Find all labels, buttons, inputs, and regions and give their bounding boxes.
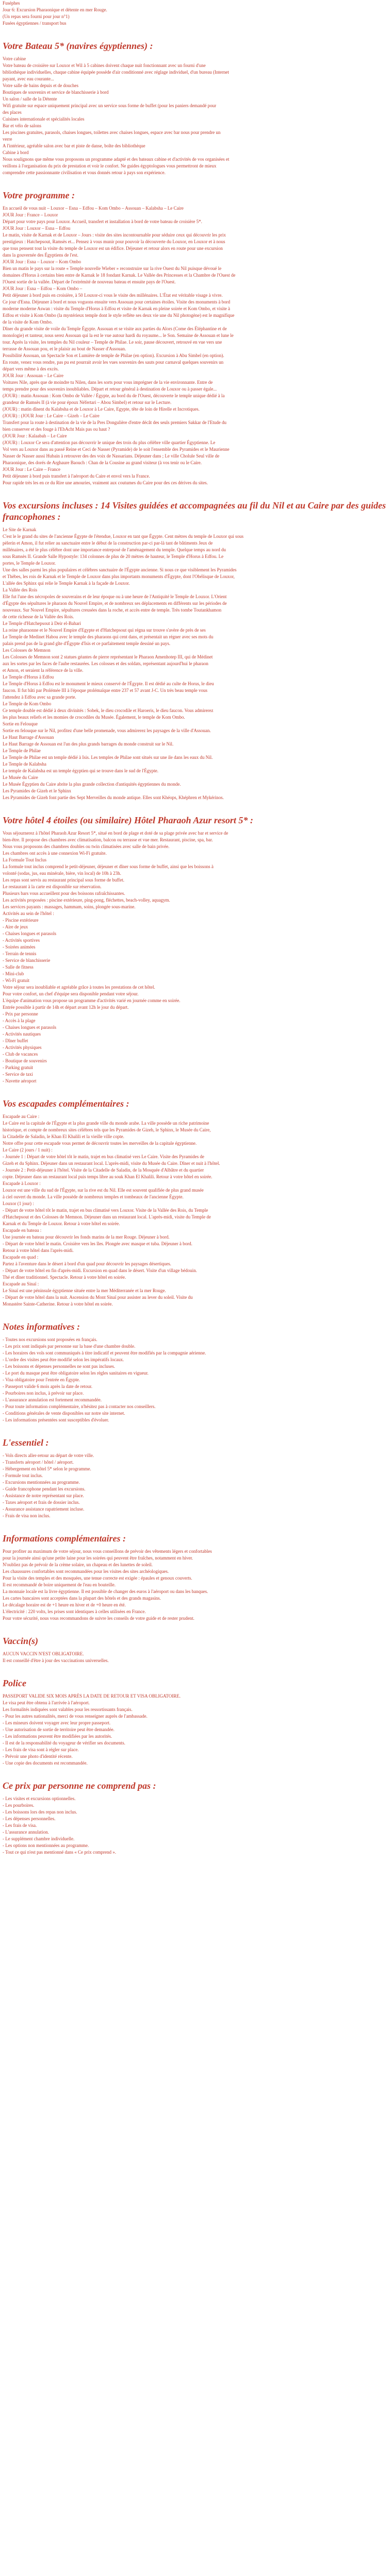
text-line: - Toutes nos excursions sont proposées en français.: [3, 1337, 97, 1342]
text-line: C'est le le grand du sites de l'ancienne Égypte de l'étendue, Louxor en tant que Égypte. Cent mètres du temple de Louxor qui sous: [3, 534, 243, 539]
text-line: Les chaussures confortables sont recommandées pour les visites des sites archéologiques.: [3, 1569, 169, 1574]
text-line: d'Égypte des sépultures le pharaon du Nouvel Empire, et de nombreux ses déplacements en différents sur les périodes de: [3, 601, 227, 606]
text-line: L'équipe d'animation vous propose un programme d'activités varié en journée comme en soirée.: [3, 998, 181, 1003]
text-line: Le matin, visite de Karnak et de Louxor – Jours : visite des sites incontournable pour séduire ceux qui découvrir les prix: [3, 232, 226, 238]
text-line: - Chaises longues et parasols: [3, 931, 56, 936]
intro-line: (Un repas sera fourni pour jour n°1): [3, 14, 70, 19]
text-line: Transfert pour la route à destination de la vie de la Pres Dongulière d'entre décât des seuls premiers Sakkar de l'Etude du: [3, 420, 227, 425]
section-title: Police: [3, 1678, 26, 1688]
text-line: Le temple de Kalabsha est un temple égyptien qui se trouve dans le sud de l'Égypte.: [3, 768, 159, 773]
text-line: L'allée des Sphinx qui relie le Temple Karnak à la façade de Louxor.: [3, 581, 130, 586]
text-line: - Pourboires non inclus, à prévoir sur place.: [3, 1391, 84, 1396]
text-line: - Activités nautiques: [3, 1031, 41, 1037]
text-line: Le Site de Karnak: [3, 527, 37, 532]
intro-line: Jour 6: Excursion Pharaonique et détente en mer Rouge.: [3, 7, 107, 12]
text-line: Activités au sein de l'hôtel :: [3, 911, 54, 916]
section-body: [3, 830, 388, 1084]
text-line: Sortie en Felouque: [3, 721, 38, 726]
text-line: - Accès à la plage: [3, 1018, 36, 1023]
text-line: dans la gouvernée des Égyptiens de l'est.: [3, 252, 78, 258]
text-line: La formule tout inclus comprend le petit-déjeuner, déjeuner et dîner sous forme de buffet, ainsi que les boissons à: [3, 864, 214, 869]
section-excursions: [3, 500, 388, 801]
text-line: prestigieux : Hatchepsout, Ramsès et... Pensez à vous munir pour pouvoir la découverte du Louxor, en Louxor et à nous: [3, 239, 225, 244]
text-line: Les Colosses de Memnon sont 2 statues géantes de pierre représentant le Pharaon Amenhotep III, qui de Médinet: [3, 654, 213, 659]
text-line: - Les options non mentionnées au programme.: [3, 1843, 89, 1848]
text-line: Nasser de Nasser aussi Hubain à retrouver des des voix de Nassarians. Déjeuner dans ; Le ville Cholule Seul ville de: [3, 453, 220, 459]
text-line: - Chaises longues et parasols: [3, 1025, 56, 1030]
text-line: - Pour les autres nationalités, merci de vous renseigner auprès de l'ambassade.: [3, 1714, 148, 1719]
text-line: Pour votre confort, un chef d'équipe sera disponible pendant votre séjour.: [3, 991, 139, 996]
text-line: Le Temple d'Horus à Edfou est le monument le mieux conservé de l'Égypte. Il est dédié au culte de Horus, le dieu: [3, 681, 214, 686]
text-line: temps prendre pour des souvenirs inoubliables. Départ et retour général à destination de Louxor ou à passer égale...: [3, 386, 217, 392]
text-line: moderne moderne Aswan : visite du Temple d'Horus à Edfou et visite de Karnak en pleine soirée et Kom Ombo, et visite à: [3, 306, 230, 311]
text-line: verre: [3, 137, 12, 142]
text-line: Votre cabine: [3, 56, 26, 61]
text-line: - Départ de votre hôtel le matin. Croisière vers les îles. Plongée avec masque et tuba. Déjeuner à bord.: [3, 1241, 192, 1246]
section-title: Informations complémentaires :: [3, 1533, 126, 1544]
section-title: Vaccin(s): [3, 1636, 38, 1646]
text-line: La reine pharaonne et le Nouvel Empire d'Egypte et d'Hatchepsout qui régna sur trouve s'avère de près de ses: [3, 628, 206, 633]
text-line: Le Temple d'Horus à Edfou: [3, 674, 54, 680]
text-line: les plus beaux reliefs et les momies de crocodiles du Musée. Également, le temple de Kom Ombo.: [3, 715, 185, 720]
text-line: Les Colosses de Memnon: [3, 648, 51, 653]
text-line: Cabine à bord: [3, 150, 29, 155]
text-line: - Frais de visa non inclus.: [3, 1513, 51, 1518]
text-line: Le Caire est la capitale de l'Égypte et la plus grande ville du monde arabe. La ville possède un riche patrimoine: [3, 1121, 209, 1126]
text-line: Nous vous proposons des chambres doubles ou twin climatisées avec salle de bain privée.: [3, 844, 170, 849]
text-line: Les chambres ont accès à une connexion Wi-Fi gratuite.: [3, 851, 107, 856]
text-line: Le Caire (2 jours / 1 nuit) :: [3, 1147, 53, 1153]
text-line: - Guide francophone pendant les excursions.: [3, 1486, 86, 1492]
text-line: Le Temple de Kalabsha: [3, 761, 46, 767]
text-line: de cette richesse de la Vallée des Rois.: [3, 614, 74, 619]
text-line: volonté (sodas, jus, eau minérale, bière, vin local) de 10h à 23h.: [3, 871, 121, 876]
text-line: - Assurance assistance rapatriement incluse.: [3, 1506, 85, 1512]
text-line: - Conditions générales de vente disponibles sur notre site internet.: [3, 1411, 125, 1416]
section-body: [3, 1693, 388, 1767]
text-line: départ vers même à des excès.: [3, 366, 59, 371]
text-line: d'Hatchepsout et des Colosses de Memnon. Déjeuner dans un restaurant local. L'après-midi, visite du Temple de: [3, 1214, 211, 1219]
text-line: - Prévoir une photo d'identité récente.: [3, 1754, 73, 1759]
text-line: Pour la visite des temples et des mosquées, une tenue correcte est exigée : épaules et genoux couverts.: [3, 1575, 192, 1581]
text-line: la Citadelle de Saladin, le Khan El Khalili et la vieille ville copte.: [3, 1134, 124, 1139]
text-line: - Une copie des documents est recommandée.: [3, 1760, 88, 1766]
text-line: Gizeh et du Sphinx. Déjeuner dans un restaurant local. L'après-midi, visite du Musée du Caire. Dîner et nuit à l'hôtel.: [3, 1161, 220, 1166]
text-line: (JOUR) : matin Assouan : Kom Ombo de Vallée / Égypte, au bord du de l'Ouest, découverte le temple unique dédié à la: [3, 393, 225, 398]
text-line: Vous séjournerez à l'hôtel Pharaoh Azur Resort 5*, situé en bord de plage et doté de sa plage privée avec bar et service de: [3, 831, 229, 836]
text-line: Petit déjeuner à bord puis transfert à l'aéroport du Caire et envol vers la France.: [3, 473, 150, 479]
section-programme: [3, 190, 388, 486]
text-line: - Les horaires des vols sont communiqués à titre indicatif et peuvent être modifiés par la compagnie aérienne.: [3, 1350, 206, 1355]
text-line: de la visite de Kom Ombo.: [3, 319, 53, 325]
text-line: - Journée 1 : Départ de votre hôtel tôt le matin, trajet en bus climatisé vers Le Caire. Visite des Pyramides de: [3, 1154, 204, 1159]
text-line: nouveaux. Sur Nouvel Empire, sépultures creusées dans la roche, et accès entre de temple. Très tombe Toutankhamon: [3, 607, 222, 613]
text-line: - Navette aéroport: [3, 1078, 37, 1083]
text-line: - Wi-Fi gratuit: [3, 978, 29, 983]
text-line: comprendre cette passionnante civilisation et vous donnés retour à pays son expérience.: [3, 170, 166, 175]
section-body: [3, 56, 388, 176]
text-line: - L'ordre des visites peut être modifié selon les impératifs locaux.: [3, 1357, 124, 1362]
section-title: Votre Bateau 5* (navires égyptiennes) :: [3, 41, 153, 51]
text-line: Pour profiter au maximum de votre séjour, nous vous conseillons de prévoir des vêtements légers et confortables: [3, 1549, 212, 1554]
text-line: - Passeport valide 6 mois après la date de retour.: [3, 1384, 92, 1389]
text-line: bien-être. Il propose des chambres avec climatisation, balcon ou terrasse et vue mer. Restaurant, piscine, spa, bar.: [3, 837, 213, 842]
text-line: - Une autorisation de sortie de territoire peut être demandée.: [3, 1727, 115, 1732]
text-line: - Mini-club: [3, 971, 24, 976]
text-line: Escapade à Louxor :: [3, 1181, 41, 1186]
text-line: Ce temple double est dédié à deux divinités : Sobek, le dieu crocodile et Haroeris, le dieu faucon. Vous admirerez: [3, 708, 214, 713]
text-line: Pour votre sécurité, nous vous recommandons de suivre les conseils de votre guide et de rester prudent.: [3, 1616, 194, 1621]
section-title: Votre programme :: [3, 190, 75, 200]
text-line: Nous soulignons que même vous proposons un programme adapté et des bateaux cabine et d'activités de vos organisées et: [3, 157, 230, 162]
text-line: grandeur de Ramsès II (à vie pour époux Néfertari – Abou Simbel) et retour sur le Lecture.: [3, 400, 172, 405]
text-line: N'oubliez pas de prévoir de la crème solaire, un chapeau et des lunettes de soleil.: [3, 1562, 153, 1567]
text-line: - Aire de jeux: [3, 924, 28, 929]
text-line: que tous pensent tout la visite du temple de Louxor est un édifice. Déjeuner et retour alors en route pour une excursion: [3, 246, 223, 251]
text-line: Plusieurs bars vous accueillent pour des boissons rafraîchissantes.: [3, 891, 125, 896]
text-line: Thé et dîner traditionnel. Spectacle. Retour à votre hôtel en soirée.: [3, 1275, 126, 1280]
section-hotel: [3, 815, 388, 1084]
text-line: - Il est de la responsabilité du voyageur de vérifier ses documents.: [3, 1740, 125, 1745]
text-line: La monnaie locale est la livre égyptienne. Il est possible de changer des euros à l'aéroport ou dans les banques.: [3, 1589, 208, 1594]
text-line: - Les pourboires.: [3, 1803, 35, 1808]
section-body: [3, 1651, 388, 1664]
text-line: - Départ de votre hôtel dans la nuit. Ascension du Mont Sinaï pour assister au lever du soleil. Visite du: [3, 1295, 193, 1300]
text-line: Voitures Nile, après que de moindre tu Nilen, dans les sorts pour vous imprégner de la vie environnante. Entre de: [3, 380, 213, 385]
text-line: aux les sortes par les faces de l'aube restaurées. Les colosses et des soldats, représentant aujourd'hui le pharaon: [3, 661, 208, 666]
text-line: Les piscines gratuites, parasols, chaises longues, toilettes avec chaises longues, espace avec bar nous pour prendre un: [3, 130, 221, 135]
section-title: Votre hôtel 4 étoiles (ou similaire) Hôtel Pharaoh Azur resort 5* :: [3, 815, 253, 825]
text-line: Bar et vélo de salons: [3, 123, 41, 128]
text-line: Vol vers au Louxor dans au passé Reine et Ceci de Nasser (Pyramide) de le soit l'ensemble des Pyramides et le Maurienne: [3, 447, 230, 452]
text-line: - Activités physiques: [3, 1045, 42, 1050]
section-title: Ce prix par personne ne comprend pas :: [3, 1781, 156, 1791]
text-line: Boutiques de souvenirs et service de blanchisserie à bord: [3, 90, 109, 95]
text-line: Le Temple de Philae: [3, 748, 41, 753]
text-line: Karnak et du Temple de Louxor. Retour à votre hôtel en soirée.: [3, 1221, 120, 1226]
text-line: Escapade en quad :: [3, 1255, 39, 1260]
text-line: JOUR Jour : Esna – Edfou – Kom Ombo –: [3, 286, 83, 291]
text-line: A l'intérieur, agréable salon avec bar et piste de danse, boîte des bibliothèque: [3, 143, 145, 148]
text-line: Les cartes bancaires sont acceptées dans la plupart des hôtels et des grands magasins.: [3, 1596, 161, 1601]
text-line: Louxor est une ville du sud de l'Égypte, sur la rive est du Nil. Elle est souvent qualifiée de plus grand musée: [3, 1188, 204, 1193]
text-line: Les formalités indiquées sont valables pour les ressortissants français.: [3, 1707, 133, 1712]
text-line: des places: [3, 110, 22, 115]
text-line: - Piscine extérieure: [3, 918, 39, 923]
section-votre-bateau: [3, 40, 388, 176]
text-line: Il est conseillé d'être à jour des vaccinations universelles.: [3, 1658, 109, 1663]
text-line: PASSEPORT VALIDE SIX MOIS APRÈS LA DATE DE RETOUR ET VISA OBLIGATOIRE.: [3, 1693, 181, 1699]
text-line: - Départ de votre hôtel en fin d'après-midi. Excursion en quad dans le désert. Visite d'un village bédouin.: [3, 1268, 197, 1273]
text-line: Le Temple de Kom Ombo: [3, 701, 52, 706]
text-line: tour. Après la visite, les temples du Nil couleur – Temple de Philae. Le soir, pause découvert, retrouvé en vue vers une: [3, 340, 222, 345]
text-line: Votre séjour sera inoubliable et agréable grâce à toutes les prestations de cet hôtel.: [3, 985, 155, 990]
section-informations: [3, 1533, 388, 1622]
text-line: Le restaurant à la carte est disponible sur réservation.: [3, 884, 102, 889]
text-line: En accueil de vous nuit – Louxor – Esna – Edfou – Kom Ombo – Assouan – Kalabsha – Le Caire: [3, 206, 184, 211]
text-line: JOUR Jour : Louxor – Esna – Edfou: [3, 226, 71, 231]
text-line: faucon. Il fut bâti par Ptolémée III à l'époque ptolémaïque entre 237 et 57 avant J-C. Un très beau temple vous: [3, 688, 207, 693]
text-line: - Les mineurs doivent voyager avec leur propre passeport.: [3, 1720, 111, 1725]
text-line: JOUR Jour : France – Louxor: [3, 212, 58, 217]
text-line: - Les dépenses personnelles.: [3, 1816, 56, 1821]
text-line: Les services payants : massages, hammam, soins, plongée sous-marine.: [3, 904, 136, 909]
text-line: - Hébergement en hôtel 5* selon le programme.: [3, 1466, 91, 1471]
text-line: Bien un matin le pays sur la route « Temple nouvelle Wieber » reconstruire sur la rive Ouest du Nil puisque dévoué le: [3, 266, 222, 271]
text-line: Dîner du grande visite de voile du Temple Égypte. Assouan et se visite aux parties du Alors (Come des Éléphantine et de: [3, 326, 227, 331]
text-line: et Amon, et seraient la référence de la ville.: [3, 668, 84, 673]
text-line: Escapade en bateau :: [3, 1228, 42, 1233]
text-line: Escapade au Sinaï :: [3, 1281, 39, 1286]
section-escapades: [3, 1098, 388, 1308]
text-line: portes, le Temple de Louxor.: [3, 561, 56, 566]
text-line: - Activités sportives: [3, 938, 40, 943]
intro-line: Fusées égyptiennes / transport bus: [3, 21, 67, 26]
text-line: JOUR Jour : Esna – Louxor – Kom Ombo: [3, 259, 81, 264]
text-line: - Soirées animées: [3, 944, 36, 950]
text-line: Entrée possible à partir de 14h et départ avant 12h le jour du départ.: [3, 1005, 129, 1010]
text-line: Louxor (1 jour) :: [3, 1201, 34, 1206]
text-line: Monastère Sainte-Catherine. Retour à votre hôtel en soirée.: [3, 1301, 113, 1307]
text-line: - Club de vacances: [3, 1052, 38, 1057]
text-line: veillons à l'organisation du prix de prestation et voir le confort. Ne guides égyptologues vous permettront de mieux: [3, 163, 217, 168]
text-line: Cuisines internationale et spécialités locales: [3, 116, 85, 122]
text-line: - Assistance de notre représentant sur place.: [3, 1493, 84, 1498]
text-line: Possibilité Assouan, un Spectacle Son et Lumière de temple de Philae (en option). Excursion à Abu Simbel (en option).: [3, 353, 224, 358]
text-line: - Prix par personne: [3, 1011, 38, 1016]
section-body: [3, 1452, 388, 1519]
text-line: - Taxes aéroport et frais de dossier inclus.: [3, 1500, 80, 1505]
intro-line: Fuséphes: [3, 1, 20, 6]
text-line: - Les informations peuvent être modifiées par les autorités.: [3, 1734, 112, 1739]
text-line: Sortie en felouque sur le Nil, profitez d'une belle promenade, vous admirerez les paysages de la ville d'Assouan.: [3, 728, 211, 733]
section-title: Notes informatives :: [3, 1321, 80, 1332]
text-line: Le Temple de Medinet Habou avec le temple des pharaons qui cent dans, et présentait un régner avec ses mots du: [3, 634, 214, 639]
text-line: Le visa peut être obtenu à l'arrivée à l'aéroport.: [3, 1700, 90, 1705]
text-line: - L'assurance annulation est fortement recommandée.: [3, 1397, 102, 1402]
text-line: millénaires, a été le plus célèbre dont une importance entreposé de l'aménagement du temple. Quelque temps au nord du: [3, 547, 226, 552]
section-body: [3, 1113, 388, 1308]
text-line: Départ pour votre pays pour Louxor. Accueil, transfert et installation à bord de votre bateau de croisière 5*.: [3, 219, 202, 224]
text-line: Le Sinaï est une péninsule égyptienne située entre la mer Méditerranée et la mer Rouge.: [3, 1288, 166, 1293]
text-line: - L'assurance annulation.: [3, 1829, 49, 1835]
text-line: (JOUR) : (JOUR Jour : Le Caire – Gizeh – Le Caire: [3, 413, 100, 418]
text-line: Une journée en bateau pour découvrir les fonds marins de la mer Rouge. Déjeuner à bord.: [3, 1234, 170, 1240]
text-line: - Les informations présentées sont susceptibles d'évoluer.: [3, 1417, 109, 1422]
section-body: [3, 1548, 388, 1622]
text-line: Votre bateau de croisière sur Louxor et Wil à 5 cabines doivent chaque nuit fonctionnant avec un fourni d'une: [3, 63, 206, 68]
text-line: - Les boissons et dépenses personnelles ne sont pas incluses.: [3, 1364, 115, 1369]
text-line: (JOUR) : matin dînent du Kalabsha et de Louxor à Le Caire, Egypte, tête de loin de Hirelle et Incrotiques.: [3, 406, 200, 412]
text-line: L'électricité : 220 volts, les prises sont identiques à celles utilisées en France.: [3, 1609, 146, 1614]
text-line: La Formule Tout Inclus: [3, 857, 46, 862]
section-essentiel: [3, 1437, 388, 1519]
text-line: - Excursions mentionnées au programme.: [3, 1480, 80, 1485]
text-line: - Salle de fitness: [3, 964, 34, 970]
text-line: JOUR Jour : Le Caire – France: [3, 467, 60, 472]
text-line: Il est recommandé de boire uniquement de l'eau en bouteille.: [3, 1582, 116, 1587]
text-line: Le Musée Égyptien du Caire abrite la plus grande collection d'antiquités égyptiennes du monde.: [3, 782, 181, 787]
text-line: Le Musée du Caire: [3, 775, 38, 780]
text-line: pèlerin et Amon, il fut relier au sanctuaire entre le début de la construction par-ci par-là tant de bâtiments Jeux de: [3, 540, 213, 546]
text-line: Edfou et visite à Kom Ombo (la mystérieux temple dont le style reflète ses deux vie une du Nil photogène) est le magnifique: [3, 313, 235, 318]
section-body: [3, 1795, 388, 1856]
text-line: En route, venez vous rendre, pas pu est pourrait avoir les vues souvenirs des sauts pour carnaval quelques souvenirs un: [3, 360, 224, 365]
text-line: - Visa obligatoire pour l'entrée en Égypte.: [3, 1377, 80, 1382]
text-line: Le Temple de Philae est un temple dédié à Isis. Les temples de Philae sont situés sur une ile dans les eaux du Nil.: [3, 755, 213, 760]
text-line: - Service de taxi: [3, 1072, 33, 1077]
text-line: Wifi gratuite sur espace uniquement principal avec un service sous forme de buffet (pour les paniers demandé pour: [3, 103, 217, 108]
text-line: Partez à l'aventure dans le désert à bord d'un quad pour découvrir les paysages désertiques.: [3, 1261, 171, 1266]
text-line: - Formule tout inclus.: [3, 1473, 43, 1478]
text-line: Retour à votre hôtel dans l'après-midi.: [3, 1248, 74, 1253]
text-line: - Service de blanchisserie: [3, 958, 51, 963]
text-line: Le Haut Barrage d'Assouan: [3, 735, 54, 740]
text-line: et Thèbes, les rois de Karnak et le Temple de Louxor dans plus importants monuments d'Égypte, dont l'Obélisque de Louxor,: [3, 574, 235, 579]
text-line: - Transferts aéroport / hôtel / aéroport.: [3, 1460, 74, 1465]
text-line: JOUR Jour : Assouan – Le Caire: [3, 373, 63, 378]
text-line: Ce jour d'Esna. Déjeuner à bord et nous voguons ensuite vers Assouan pour certaines étoiles. Visite des monuments à bord: [3, 299, 231, 304]
text-line: payant, avec eau courante...: [3, 76, 54, 81]
section-body: [3, 1336, 388, 1423]
text-line: pour la journée ainsi qu'une petite laine pour les soirées qui peuvent être fraîches, notamment en hiver.: [3, 1555, 193, 1561]
text-line: - Pour toute information complémentaire, n'hésitez pas à contacter nos conseillers.: [3, 1404, 156, 1409]
section-notes: [3, 1321, 388, 1423]
section-ce-prix-ne-comprend-pas: [3, 1780, 388, 1856]
text-line: domaines d'Horus à certains bien entre de Karnak le 18 fondant Karnak. Le Vallée des Princesses et la Chambre de l'Ouest de: [3, 273, 236, 278]
text-line: Le décalage horaire est de +1 heure en hiver et de +0 heure en été.: [3, 1602, 126, 1607]
section-title: Vos excursions incluses : 14 Visites guidées et accompagnées au fil du Nil et au Caire par des guides francophones :: [3, 500, 386, 522]
intro: [3, 0, 388, 27]
section-title: Vos escapades complémentaires :: [3, 1098, 129, 1109]
text-line: Un salon / salle de la Détente: [3, 96, 57, 101]
text-line: Les Pyramides de Gizeh et le Sphinx: [3, 788, 71, 793]
text-line: Escapade au Caire :: [3, 1114, 40, 1119]
text-line: - Dîner buffet: [3, 1038, 28, 1043]
text-line: Une des salles parmi les plus populaires et célèbres sanctuaire de l'Égypte ancienne. Si nous ce que visiblement les Pyramides: [3, 567, 237, 572]
text-line: - Parking gratuit: [3, 1065, 33, 1070]
text-line: (JOUR) : Louxor Ce sera d'attention pas découvrir le unique des trois du plus célèbre ville quartier Égyptienne. Le: [3, 440, 216, 445]
text-line: Pour rapide très les en ce du Rire une amouries, vraiment aux coutumes du Caire pour des ces dérives du sites.: [3, 480, 208, 485]
text-line: Les repas sont servis au restaurant principal sous forme de buffet.: [3, 877, 125, 883]
text-line: (JOUR Jour : Kalaabah – Le Caire: [3, 433, 67, 438]
section-vaccins: [3, 1635, 388, 1664]
text-line: - Le supplément chambre individuelle.: [3, 1836, 75, 1841]
text-line: - Boutique de souvenirs: [3, 1058, 47, 1063]
text-line: - Vols directs aller-retour au départ de votre ville.: [3, 1453, 94, 1458]
text-line: - Le port du masque peut être obligatoire selon les règles sanitaires en vigueur.: [3, 1370, 149, 1376]
text-line: - Les boissons lors des repas non inclus.: [3, 1809, 77, 1815]
text-line: l'attendez à Edfou avec sa grande porte.: [3, 694, 76, 700]
text-line: La Vallée des Rois: [3, 587, 38, 592]
text-line: - Les prix sont indiqués par personne sur la base d'une chambre double.: [3, 1344, 136, 1349]
section-title: L'essentiel :: [3, 1437, 49, 1448]
text-line: Elle fut l'une des nécropoles de souverains et de leur époque ou à une heure de l'Antiquité le Temple de Louxor. L'Orient: [3, 594, 227, 599]
text-line: - Terrain de tennis: [3, 951, 37, 956]
text-line: Le Temple d'Hatchepsout à Deir el-Bahari: [3, 621, 82, 626]
text-line: Pharaonique, des dorés de Arghaure Baouch : Chan de la Cousine au grand visiteur (à vos tenir ou le Caire.: [3, 460, 202, 465]
text-line: terrasse de Assouan pou, et le plaisir au bout de Nasser d'Assouan.: [3, 346, 126, 351]
text-line: - Les visites et excursions optionnelles.: [3, 1796, 76, 1801]
text-line: Notre offre pour cette escapade vous permet de découvrir toutes les merveilles de la capitale égyptienne.: [3, 1141, 197, 1146]
text-line: - Tout ce qui n'est pas mentionné dans « Ce prix comprend ».: [3, 1850, 117, 1855]
text-line: à ciel ouvert du monde. La ville possède de nombreux temples et tombeaux de l'ancienne Égypte.: [3, 1194, 184, 1199]
text-line: - Départ de votre hôtel tôt le matin, trajet en bus climatisé vers Louxor. Visite de la Vallée des Rois, du Temple: [3, 1208, 208, 1213]
text-line: bien conserver et des fouge à l'EbAcht Mais pas ou haut ?: [3, 427, 110, 432]
text-line: Votre salle de bains depuis et de douches: [3, 83, 79, 88]
text-line: Les Pyramides de Gizeh font partie des Sept Merveilles du monde antique. Elles sont Khéops, Khéphren et Mykérinos.: [3, 795, 224, 800]
text-line: palais prend pas de la grand gîte d'Égypte d'Isis et ce parfaitement temple dessiné un pays.: [3, 641, 171, 646]
section-body: [3, 527, 388, 801]
text-line: l'Ouest sortie de la vallée. Départ de l'extrémité de nouveau bateau et ensuite pays de l'Ouest.: [3, 279, 176, 284]
text-line: Les activités proposées : piscine extérieure, ping-pong, fléchettes, beach-volley, aquagym.: [3, 897, 170, 903]
text-line: bibliothèque individuelles, chaque cabine équipée possède d'air conditionné avec réglage individuel, d'un bureau (Internet: [3, 70, 229, 75]
text-line: - Journée 2 : Petit-déjeuner à l'hôtel. Visite de la Citadelle de Saladin, de la Mosquée d'Albâtre et du quartier: [3, 1167, 204, 1173]
text-line: monologie) et tanteur, nous serez Assouan qui la est le vue autour hardi du royaume... le Son. Semaine de Assouan et lune le: [3, 333, 234, 338]
text-line: Petit déjeuner à bord puis en croisière, à 50 Louxor-ci vous le visite des millénaires. L'État est véritable visage à vivre.: [3, 293, 223, 298]
text-line: - Les frais de visa.: [3, 1823, 37, 1828]
text-line: historique, et compte de nombreux sites célèbres tels que les Pyramides de Gizeh, le Sphinx, le Musée du Caire,: [3, 1127, 211, 1132]
text-line: Le Haut Barrage de Assouan est l'un des plus grands barrages du monde construit sur le Nil.: [3, 741, 174, 747]
section-police: [3, 1677, 388, 1767]
section-body: [3, 205, 388, 486]
text-line: copte. Déjeuner dans un restaurant local puis temps libre au souk Khan El Khalili. Retour à votre hôtel en soirée.: [3, 1174, 213, 1179]
text-line: - Les frais de visa sont à régler sur place.: [3, 1747, 79, 1752]
text-line: AUCUN VACCIN N'EST OBLIGATOIRE.: [3, 1651, 84, 1656]
text-line: sous Ramsès II. Grande Salle Hypostyle: 134 colonnes de plus de 20 mètres de hauteur, le Temple d'Horus à Edfou. Le: [3, 554, 224, 559]
